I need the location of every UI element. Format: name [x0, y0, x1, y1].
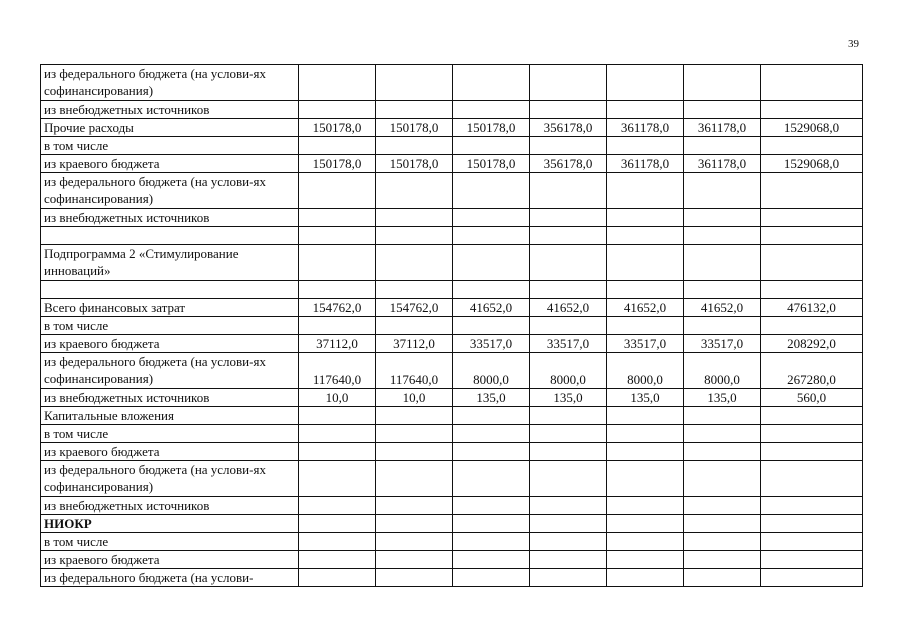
year-value-cell: [299, 425, 376, 443]
year-value-cell: [376, 461, 453, 497]
year-value-cell: [530, 497, 607, 515]
year-value-cell: 33517,0: [684, 335, 761, 353]
year-value-cell: [684, 497, 761, 515]
year-value-cell: [376, 443, 453, 461]
year-value-cell: 37112,0: [299, 335, 376, 353]
row-label: из федерального бюджета (на услови-ях софинансирования): [41, 65, 299, 101]
year-value-cell: [299, 101, 376, 119]
year-value-cell: [684, 209, 761, 227]
year-value-cell: [684, 137, 761, 155]
year-value-cell: [684, 281, 761, 299]
total-cell: 267280,0: [761, 353, 863, 389]
year-value-cell: [299, 515, 376, 533]
budget-table: [40, 64, 863, 587]
row-label: Прочие расходы: [41, 119, 299, 137]
table-row: [41, 353, 863, 389]
year-value-cell: [376, 209, 453, 227]
year-value-cell: [607, 425, 684, 443]
row-label: [41, 227, 299, 245]
year-value-cell: [453, 407, 530, 425]
row-label: Всего финансовых затрат: [41, 299, 299, 317]
table-row: [41, 137, 863, 155]
row-label: из внебюджетных источников: [41, 101, 299, 119]
row-label: в том числе: [41, 317, 299, 335]
row-label: из внебюджетных источников: [41, 497, 299, 515]
table-row: [41, 155, 863, 173]
year-value-cell: [607, 245, 684, 281]
year-value-cell: [453, 443, 530, 461]
total-cell: [761, 569, 863, 587]
year-value-cell: [607, 209, 684, 227]
table-row: [41, 551, 863, 569]
year-value-cell: [376, 533, 453, 551]
year-value-cell: [607, 533, 684, 551]
year-value-cell: [684, 533, 761, 551]
row-label: в том числе: [41, 533, 299, 551]
table-row: [41, 515, 863, 533]
year-value-cell: [607, 443, 684, 461]
year-value-cell: [530, 245, 607, 281]
year-value-cell: 41652,0: [453, 299, 530, 317]
year-value-cell: [607, 551, 684, 569]
table-row: [41, 569, 863, 587]
year-value-cell: 41652,0: [607, 299, 684, 317]
table-row: [41, 389, 863, 407]
year-value-cell: [530, 227, 607, 245]
year-value-cell: [607, 497, 684, 515]
total-cell: [761, 137, 863, 155]
total-cell: [761, 533, 863, 551]
year-value-cell: [453, 137, 530, 155]
year-value-cell: [530, 443, 607, 461]
total-cell: [761, 497, 863, 515]
year-value-cell: [530, 515, 607, 533]
year-value-cell: [376, 101, 453, 119]
total-cell: 476132,0: [761, 299, 863, 317]
year-value-cell: [376, 245, 453, 281]
year-value-cell: [299, 281, 376, 299]
year-value-cell: 361178,0: [607, 119, 684, 137]
table-row: [41, 317, 863, 335]
year-value-cell: 135,0: [607, 389, 684, 407]
table-row: [41, 119, 863, 137]
year-value-cell: [453, 281, 530, 299]
year-value-cell: 8000,0: [684, 353, 761, 389]
year-value-cell: [530, 317, 607, 335]
year-value-cell: [684, 551, 761, 569]
row-label: из краевого бюджета: [41, 443, 299, 461]
year-value-cell: 150178,0: [453, 155, 530, 173]
year-value-cell: [607, 569, 684, 587]
row-label: НИОКР: [41, 515, 299, 533]
table-row: [41, 335, 863, 353]
year-value-cell: [684, 515, 761, 533]
table-row: [41, 299, 863, 317]
year-value-cell: [530, 533, 607, 551]
year-value-cell: 150178,0: [376, 119, 453, 137]
year-value-cell: [453, 227, 530, 245]
year-value-cell: [684, 425, 761, 443]
year-value-cell: [299, 407, 376, 425]
total-cell: [761, 551, 863, 569]
table-row: [41, 425, 863, 443]
year-value-cell: [684, 569, 761, 587]
row-label: из федерального бюджета (на услови-: [41, 569, 299, 587]
year-value-cell: 154762,0: [376, 299, 453, 317]
year-value-cell: [453, 209, 530, 227]
total-cell: [761, 65, 863, 101]
year-value-cell: [299, 497, 376, 515]
year-value-cell: [607, 515, 684, 533]
year-value-cell: [684, 173, 761, 209]
year-value-cell: [299, 317, 376, 335]
year-value-cell: 33517,0: [453, 335, 530, 353]
year-value-cell: [376, 317, 453, 335]
year-value-cell: [607, 317, 684, 335]
year-value-cell: [299, 137, 376, 155]
year-value-cell: 356178,0: [530, 155, 607, 173]
total-cell: [761, 515, 863, 533]
year-value-cell: [299, 209, 376, 227]
year-value-cell: [530, 407, 607, 425]
row-label: Подпрограмма 2 «Стимулирование инноваций»: [41, 245, 299, 281]
year-value-cell: 33517,0: [607, 335, 684, 353]
year-value-cell: [376, 227, 453, 245]
year-value-cell: [299, 173, 376, 209]
year-value-cell: [530, 209, 607, 227]
year-value-cell: [530, 425, 607, 443]
total-cell: 1529068,0: [761, 155, 863, 173]
year-value-cell: 8000,0: [453, 353, 530, 389]
year-value-cell: [607, 281, 684, 299]
year-value-cell: 150178,0: [299, 119, 376, 137]
row-label: из федерального бюджета (на услови-ях софинансирования): [41, 461, 299, 497]
year-value-cell: [299, 65, 376, 101]
table-row: [41, 173, 863, 209]
year-value-cell: [453, 461, 530, 497]
year-value-cell: [684, 65, 761, 101]
year-value-cell: 135,0: [453, 389, 530, 407]
year-value-cell: [607, 101, 684, 119]
year-value-cell: [299, 227, 376, 245]
year-value-cell: [607, 65, 684, 101]
year-value-cell: [607, 137, 684, 155]
total-cell: [761, 227, 863, 245]
year-value-cell: [453, 425, 530, 443]
year-value-cell: [684, 443, 761, 461]
year-value-cell: [299, 569, 376, 587]
total-cell: [761, 407, 863, 425]
year-value-cell: [607, 227, 684, 245]
year-value-cell: 41652,0: [530, 299, 607, 317]
year-value-cell: [453, 533, 530, 551]
total-cell: [761, 209, 863, 227]
year-value-cell: [376, 497, 453, 515]
year-value-cell: [376, 515, 453, 533]
year-value-cell: [453, 497, 530, 515]
year-value-cell: [376, 425, 453, 443]
year-value-cell: [684, 101, 761, 119]
table-row: [41, 461, 863, 497]
row-label: Капитальные вложения: [41, 407, 299, 425]
year-value-cell: 361178,0: [607, 155, 684, 173]
row-label: из краевого бюджета: [41, 155, 299, 173]
year-value-cell: 135,0: [684, 389, 761, 407]
table-row: [41, 497, 863, 515]
year-value-cell: [376, 281, 453, 299]
year-value-cell: [376, 65, 453, 101]
row-label: из федерального бюджета (на услови-ях софинансирования): [41, 173, 299, 209]
year-value-cell: [376, 407, 453, 425]
total-cell: [761, 173, 863, 209]
year-value-cell: 8000,0: [607, 353, 684, 389]
year-value-cell: [530, 137, 607, 155]
table-row: [41, 245, 863, 281]
year-value-cell: [530, 569, 607, 587]
year-value-cell: 361178,0: [684, 155, 761, 173]
total-cell: [761, 281, 863, 299]
row-label: из краевого бюджета: [41, 335, 299, 353]
table-row: [41, 281, 863, 299]
year-value-cell: 150178,0: [453, 119, 530, 137]
total-cell: [761, 245, 863, 281]
year-value-cell: 8000,0: [530, 353, 607, 389]
total-cell: [761, 425, 863, 443]
row-label: из внебюджетных источников: [41, 389, 299, 407]
year-value-cell: [299, 551, 376, 569]
table-row: [41, 227, 863, 245]
year-value-cell: [684, 461, 761, 497]
table-row: [41, 407, 863, 425]
row-label: из краевого бюджета: [41, 551, 299, 569]
year-value-cell: [453, 245, 530, 281]
table-row: [41, 443, 863, 461]
row-label: [41, 281, 299, 299]
year-value-cell: 37112,0: [376, 335, 453, 353]
year-value-cell: [453, 173, 530, 209]
total-cell: 560,0: [761, 389, 863, 407]
year-value-cell: [530, 461, 607, 497]
year-value-cell: 361178,0: [684, 119, 761, 137]
row-label: из федерального бюджета (на услови-ях софинансирования): [41, 353, 299, 389]
year-value-cell: [453, 515, 530, 533]
total-cell: [761, 461, 863, 497]
year-value-cell: [530, 101, 607, 119]
year-value-cell: [530, 551, 607, 569]
year-value-cell: 150178,0: [299, 155, 376, 173]
year-value-cell: 117640,0: [299, 353, 376, 389]
table-row: [41, 209, 863, 227]
total-cell: [761, 317, 863, 335]
year-value-cell: [453, 101, 530, 119]
total-cell: 208292,0: [761, 335, 863, 353]
year-value-cell: 135,0: [530, 389, 607, 407]
row-label: в том числе: [41, 425, 299, 443]
year-value-cell: 41652,0: [684, 299, 761, 317]
year-value-cell: 356178,0: [530, 119, 607, 137]
year-value-cell: [453, 317, 530, 335]
year-value-cell: [530, 281, 607, 299]
year-value-cell: [684, 407, 761, 425]
table-row: [41, 65, 863, 101]
year-value-cell: [453, 569, 530, 587]
year-value-cell: [530, 173, 607, 209]
year-value-cell: 150178,0: [376, 155, 453, 173]
total-cell: [761, 443, 863, 461]
year-value-cell: [684, 317, 761, 335]
year-value-cell: [607, 407, 684, 425]
year-value-cell: [299, 461, 376, 497]
year-value-cell: [376, 569, 453, 587]
year-value-cell: [607, 173, 684, 209]
year-value-cell: 154762,0: [299, 299, 376, 317]
year-value-cell: [299, 443, 376, 461]
total-cell: 1529068,0: [761, 119, 863, 137]
total-cell: [761, 101, 863, 119]
year-value-cell: [376, 137, 453, 155]
year-value-cell: [684, 227, 761, 245]
year-value-cell: 117640,0: [376, 353, 453, 389]
table-row: [41, 101, 863, 119]
year-value-cell: [376, 173, 453, 209]
year-value-cell: [607, 461, 684, 497]
year-value-cell: [530, 65, 607, 101]
year-value-cell: [299, 533, 376, 551]
table-row: [41, 533, 863, 551]
year-value-cell: 10,0: [376, 389, 453, 407]
row-label: из внебюджетных источников: [41, 209, 299, 227]
row-label: в том числе: [41, 137, 299, 155]
year-value-cell: [684, 245, 761, 281]
year-value-cell: 33517,0: [530, 335, 607, 353]
page-number: 39: [848, 38, 859, 50]
year-value-cell: [453, 551, 530, 569]
year-value-cell: 10,0: [299, 389, 376, 407]
budget-table-body: [41, 65, 863, 587]
year-value-cell: [299, 245, 376, 281]
year-value-cell: [453, 65, 530, 101]
year-value-cell: [376, 551, 453, 569]
